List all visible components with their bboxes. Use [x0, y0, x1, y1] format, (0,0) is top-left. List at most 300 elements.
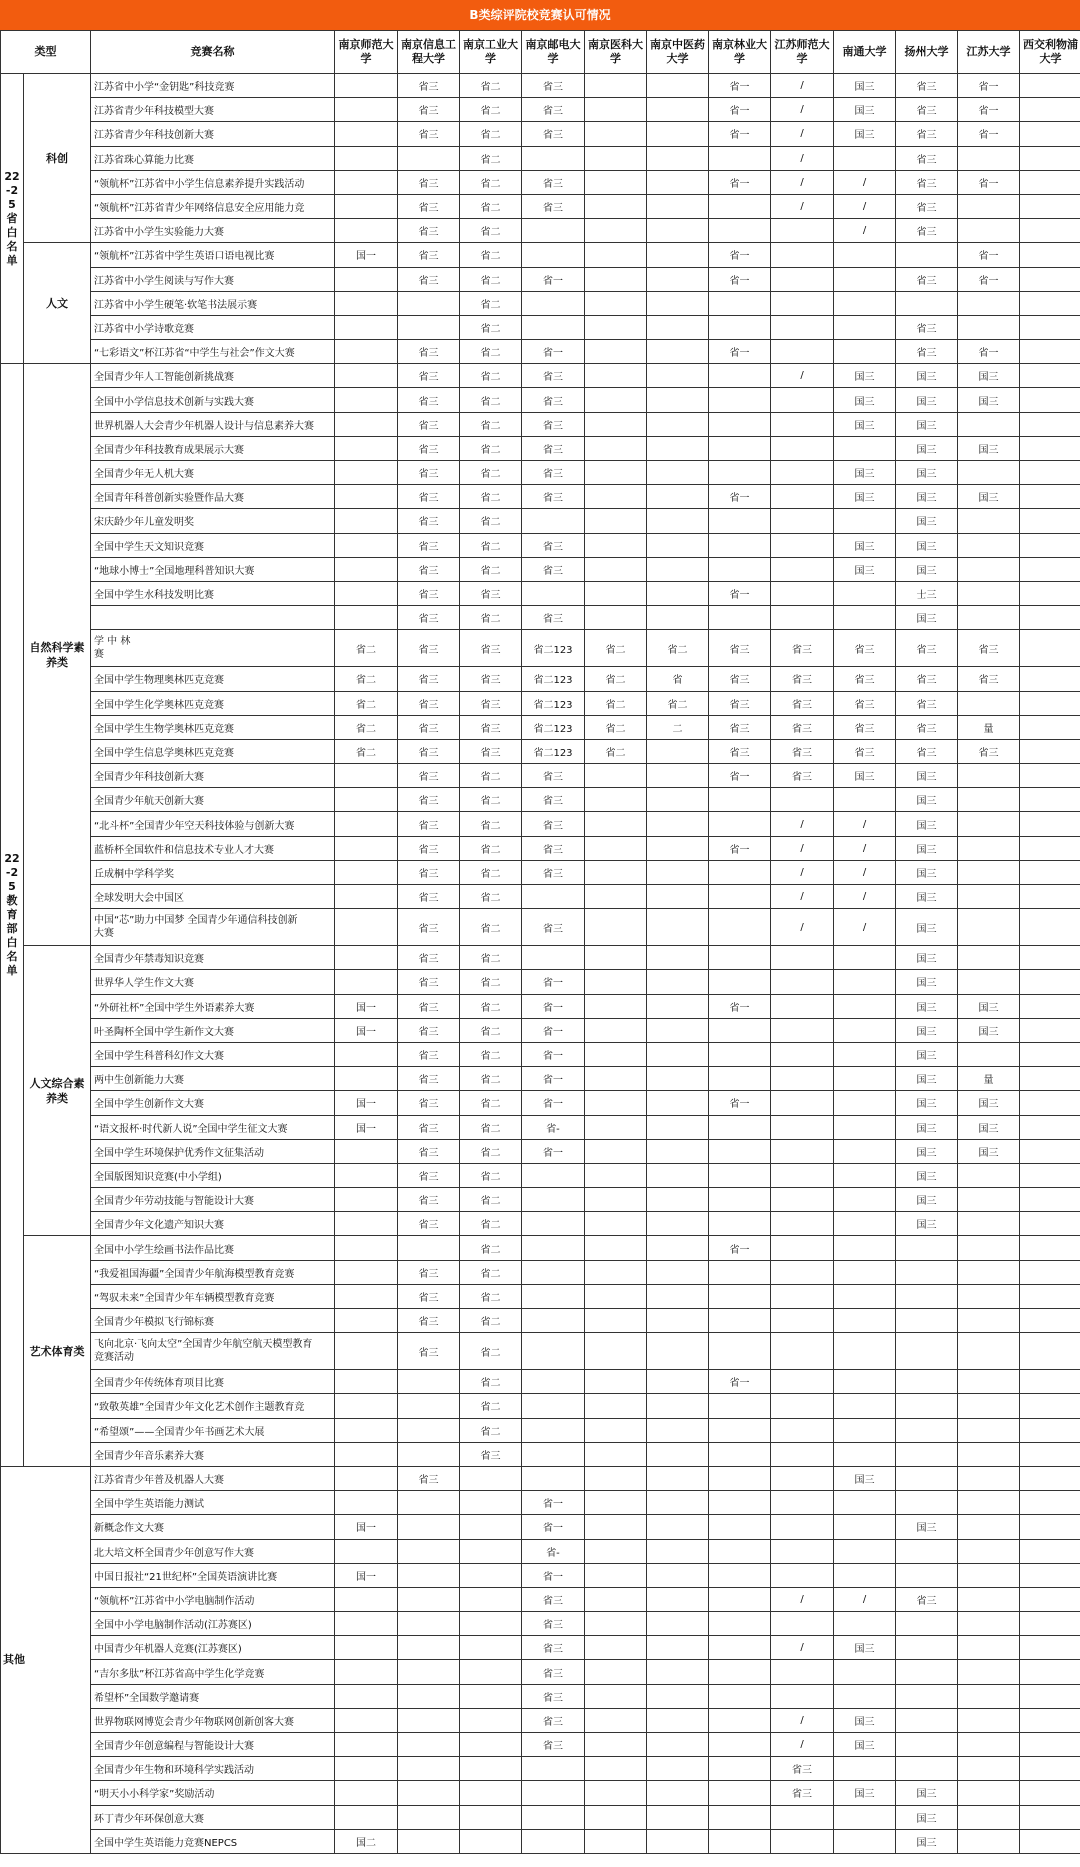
recognition-cell: [834, 606, 896, 630]
recognition-cell: [335, 1733, 398, 1757]
recognition-cell: [834, 1491, 896, 1515]
header-uni: 江苏师范大学: [771, 31, 834, 74]
recognition-cell: 省三: [522, 461, 585, 485]
recognition-cell: [1020, 812, 1080, 836]
recognition-cell: 省三: [398, 630, 460, 667]
recognition-cell: 省二: [460, 291, 522, 315]
table-row: [1, 1708, 1080, 1732]
recognition-cell: [647, 194, 709, 218]
recognition-cell: [958, 970, 1020, 994]
recognition-cell: [958, 836, 1020, 860]
recognition-cell: [771, 1563, 834, 1587]
recognition-cell: [709, 970, 771, 994]
recognition-cell: 省二: [460, 98, 522, 122]
table-row: [1, 1733, 1080, 1757]
recognition-cell: [958, 1733, 1020, 1757]
recognition-cell: [834, 1563, 896, 1587]
recognition-cell: [958, 1188, 1020, 1212]
recognition-cell: [896, 1236, 958, 1260]
recognition-cell: /: [771, 194, 834, 218]
competition-name: 两中生创新能力大赛: [91, 1067, 335, 1091]
recognition-cell: [771, 1188, 834, 1212]
recognition-cell: [709, 812, 771, 836]
table-row: [1, 1212, 1080, 1236]
recognition-cell: [585, 1587, 647, 1611]
recognition-cell: [522, 1309, 585, 1333]
recognition-cell: [709, 1587, 771, 1611]
recognition-cell: 省二: [460, 1091, 522, 1115]
recognition-cell: 省三: [398, 194, 460, 218]
recognition-cell: 省二: [460, 970, 522, 994]
recognition-cell: [335, 1587, 398, 1611]
table-row: [1, 1442, 1080, 1466]
recognition-cell: [709, 1757, 771, 1781]
table-row: [1, 970, 1080, 994]
recognition-cell: [647, 860, 709, 884]
competition-name: 全国青少年禁毒知识竞赛: [91, 946, 335, 970]
recognition-cell: [958, 1236, 1020, 1260]
recognition-cell: 省二: [460, 364, 522, 388]
table-row: [1, 74, 1080, 98]
competition-name: “外研社杯”全国中学生外语素养大赛: [91, 994, 335, 1018]
recognition-cell: [896, 1309, 958, 1333]
recognition-cell: [335, 885, 398, 909]
recognition-cell: [335, 1394, 398, 1418]
recognition-cell: 省三: [460, 581, 522, 605]
recognition-cell: [958, 1829, 1020, 1853]
recognition-cell: [709, 1188, 771, 1212]
recognition-cell: [522, 509, 585, 533]
recognition-cell: [398, 1708, 460, 1732]
recognition-cell: [522, 1757, 585, 1781]
recognition-cell: 省三: [771, 691, 834, 715]
table-row: [1, 1139, 1080, 1163]
recognition-cell: [709, 412, 771, 436]
recognition-cell: [585, 1612, 647, 1636]
recognition-cell: [958, 606, 1020, 630]
recognition-cell: 省三: [896, 146, 958, 170]
header-uni: 扬州大学: [896, 31, 958, 74]
recognition-cell: 省一: [522, 1491, 585, 1515]
recognition-cell: [398, 315, 460, 339]
recognition-cell: [522, 219, 585, 243]
competition-name: 全国青少年劳动技能与智能设计大赛: [91, 1188, 335, 1212]
recognition-cell: 省三: [398, 461, 460, 485]
recognition-cell: [585, 412, 647, 436]
recognition-cell: [585, 1236, 647, 1260]
table-row: [1, 1260, 1080, 1284]
recognition-cell: [522, 581, 585, 605]
recognition-cell: [771, 1491, 834, 1515]
recognition-cell: [958, 291, 1020, 315]
recognition-cell: [1020, 1466, 1080, 1490]
recognition-cell: [647, 146, 709, 170]
recognition-cell: 国一: [335, 243, 398, 267]
recognition-cell: 省二: [460, 533, 522, 557]
recognition-cell: 省二: [585, 739, 647, 763]
recognition-cell: [834, 146, 896, 170]
recognition-cell: [335, 788, 398, 812]
recognition-cell: [834, 1394, 896, 1418]
recognition-cell: [647, 1829, 709, 1853]
recognition-cell: [771, 1139, 834, 1163]
recognition-cell: [522, 885, 585, 909]
recognition-cell: [1020, 533, 1080, 557]
recognition-cell: [398, 1684, 460, 1708]
competition-name: 北大培文杯全国青少年创意写作大赛: [91, 1539, 335, 1563]
recognition-cell: 省二: [460, 74, 522, 98]
recognition-cell: 省二: [460, 1284, 522, 1308]
recognition-cell: 国三: [958, 388, 1020, 412]
recognition-cell: [958, 1309, 1020, 1333]
recognition-cell: [585, 1442, 647, 1466]
recognition-cell: 省一: [709, 74, 771, 98]
recognition-cell: [958, 1539, 1020, 1563]
recognition-cell: [647, 1236, 709, 1260]
table-row: [1, 1612, 1080, 1636]
recognition-cell: [647, 267, 709, 291]
recognition-cell: 省二: [585, 691, 647, 715]
table-row: [1, 170, 1080, 194]
recognition-cell: 国三: [896, 1042, 958, 1066]
recognition-cell: 省三: [771, 739, 834, 763]
table-row: [1, 812, 1080, 836]
recognition-cell: [1020, 388, 1080, 412]
recognition-cell: [398, 1394, 460, 1418]
recognition-cell: [1020, 1829, 1080, 1853]
recognition-cell: 省三: [709, 691, 771, 715]
recognition-cell: [1020, 1018, 1080, 1042]
recognition-cell: [460, 1612, 522, 1636]
recognition-cell: 省三: [398, 557, 460, 581]
recognition-cell: 省三: [398, 122, 460, 146]
recognition-cell: [522, 1829, 585, 1853]
recognition-cell: 省一: [522, 970, 585, 994]
recognition-cell: 省一: [709, 267, 771, 291]
table-row: [1, 885, 1080, 909]
recognition-cell: 国一: [335, 994, 398, 1018]
recognition-cell: [709, 1636, 771, 1660]
recognition-cell: [771, 1212, 834, 1236]
recognition-cell: 国三: [896, 1188, 958, 1212]
recognition-cell: [647, 98, 709, 122]
recognition-cell: [771, 1042, 834, 1066]
recognition-cell: [1020, 315, 1080, 339]
recognition-cell: 国三: [834, 1733, 896, 1757]
recognition-cell: /: [834, 909, 896, 946]
recognition-cell: [585, 1370, 647, 1394]
recognition-cell: [398, 1829, 460, 1853]
recognition-cell: [958, 1660, 1020, 1684]
recognition-cell: [958, 1042, 1020, 1066]
table-row: [1, 1757, 1080, 1781]
competition-name: 丘成桐中学科学奖: [91, 860, 335, 884]
recognition-cell: 省三: [398, 1139, 460, 1163]
recognition-cell: [398, 1781, 460, 1805]
recognition-cell: [1020, 1394, 1080, 1418]
recognition-cell: 省三: [398, 1163, 460, 1187]
recognition-cell: [834, 243, 896, 267]
competition-name: 世界机器人大会青少年机器人设计与信息素养大赛: [91, 412, 335, 436]
recognition-cell: [709, 1805, 771, 1829]
recognition-cell: 省三: [771, 715, 834, 739]
header-uni: 南京医科大学: [585, 31, 647, 74]
recognition-cell: 国三: [834, 74, 896, 98]
recognition-cell: [1020, 1370, 1080, 1394]
recognition-cell: [709, 1067, 771, 1091]
table-row: [1, 667, 1080, 691]
recognition-cell: [647, 812, 709, 836]
recognition-cell: [398, 291, 460, 315]
recognition-cell: [896, 1660, 958, 1684]
recognition-cell: [585, 1829, 647, 1853]
recognition-cell: [709, 1018, 771, 1042]
recognition-cell: 国三: [896, 533, 958, 557]
recognition-cell: [335, 1260, 398, 1284]
recognition-cell: [709, 1684, 771, 1708]
recognition-cell: [834, 1188, 896, 1212]
recognition-cell: [771, 1163, 834, 1187]
competition-name: “吉尔多肽”杯江苏省高中学生化学竞赛: [91, 1660, 335, 1684]
recognition-cell: [335, 1442, 398, 1466]
recognition-cell: 省三: [709, 667, 771, 691]
recognition-cell: [647, 1491, 709, 1515]
recognition-cell: [335, 1684, 398, 1708]
competition-name: 全国版图知识竞赛(中小学组): [91, 1163, 335, 1187]
table-row: [1, 219, 1080, 243]
recognition-cell: [647, 1163, 709, 1187]
recognition-cell: 国三: [958, 364, 1020, 388]
recognition-cell: 省三: [958, 667, 1020, 691]
recognition-cell: [585, 146, 647, 170]
competition-name: 全球发明大会中国区: [91, 885, 335, 909]
recognition-cell: 省三: [896, 98, 958, 122]
recognition-cell: [647, 1139, 709, 1163]
recognition-cell: [1020, 170, 1080, 194]
recognition-cell: [335, 74, 398, 98]
recognition-cell: [335, 388, 398, 412]
recognition-cell: 省三: [896, 1587, 958, 1611]
competition-name: 中国日报社“21世纪杯”全国英语演讲比赛: [91, 1563, 335, 1587]
recognition-cell: [585, 812, 647, 836]
recognition-cell: 国二: [335, 1829, 398, 1853]
recognition-cell: [1020, 1333, 1080, 1370]
recognition-cell: [335, 836, 398, 860]
competition-name: 世界物联网博览会青少年物联网创新创客大赛: [91, 1708, 335, 1732]
table-row: [1, 412, 1080, 436]
recognition-cell: 省三: [398, 533, 460, 557]
competition-name: 中国青少年机器人竞赛(江苏赛区): [91, 1636, 335, 1660]
recognition-cell: [896, 1733, 958, 1757]
recognition-cell: 省二: [460, 1163, 522, 1187]
recognition-cell: [834, 1236, 896, 1260]
recognition-cell: [958, 1781, 1020, 1805]
recognition-cell: [896, 1684, 958, 1708]
recognition-cell: [585, 1309, 647, 1333]
recognition-cell: [585, 1733, 647, 1757]
recognition-cell: 省二123: [522, 691, 585, 715]
recognition-cell: 省二: [460, 412, 522, 436]
recognition-cell: [771, 388, 834, 412]
recognition-cell: 省二: [460, 1115, 522, 1139]
recognition-cell: 省三: [398, 364, 460, 388]
recognition-cell: [398, 1418, 460, 1442]
recognition-cell: [709, 1418, 771, 1442]
recognition-cell: [771, 1805, 834, 1829]
recognition-cell: [1020, 1805, 1080, 1829]
recognition-cell: 省三: [398, 98, 460, 122]
recognition-cell: 省一: [709, 170, 771, 194]
recognition-cell: 国三: [896, 1805, 958, 1829]
recognition-cell: [1020, 1587, 1080, 1611]
recognition-cell: [585, 1284, 647, 1308]
recognition-cell: 国三: [896, 812, 958, 836]
recognition-cell: [1020, 1236, 1080, 1260]
recognition-cell: 省二: [585, 715, 647, 739]
recognition-cell: [335, 98, 398, 122]
recognition-cell: 省一: [709, 994, 771, 1018]
competition-table: [0, 30, 1080, 1854]
table-row: [1, 1188, 1080, 1212]
recognition-cell: [335, 1163, 398, 1187]
recognition-cell: [1020, 1684, 1080, 1708]
table-row: [1, 691, 1080, 715]
recognition-cell: [585, 1660, 647, 1684]
recognition-cell: [522, 1260, 585, 1284]
table-row: [1, 146, 1080, 170]
recognition-cell: 省二: [460, 509, 522, 533]
recognition-cell: 省三: [522, 1612, 585, 1636]
recognition-cell: [460, 1539, 522, 1563]
recognition-cell: [647, 788, 709, 812]
recognition-cell: [896, 1563, 958, 1587]
recognition-cell: [585, 1018, 647, 1042]
recognition-cell: [585, 1067, 647, 1091]
recognition-cell: [522, 1370, 585, 1394]
recognition-cell: 省三: [398, 788, 460, 812]
recognition-cell: 省三: [709, 739, 771, 763]
recognition-cell: [647, 412, 709, 436]
recognition-cell: [958, 461, 1020, 485]
recognition-cell: /: [834, 170, 896, 194]
recognition-cell: 国三: [896, 1091, 958, 1115]
recognition-cell: 省二: [460, 1042, 522, 1066]
recognition-cell: 国三: [896, 1829, 958, 1853]
recognition-cell: [1020, 1163, 1080, 1187]
recognition-cell: [834, 1042, 896, 1066]
recognition-cell: 国三: [834, 1708, 896, 1732]
recognition-cell: [460, 1587, 522, 1611]
recognition-cell: [958, 509, 1020, 533]
recognition-cell: [647, 1587, 709, 1611]
recognition-cell: 省二: [460, 788, 522, 812]
recognition-cell: 国一: [335, 1018, 398, 1042]
recognition-cell: [709, 1829, 771, 1853]
recognition-cell: [585, 836, 647, 860]
recognition-cell: [647, 436, 709, 460]
recognition-cell: [647, 1515, 709, 1539]
recognition-cell: 省三: [834, 739, 896, 763]
recognition-cell: [647, 1042, 709, 1066]
recognition-cell: 省三: [771, 630, 834, 667]
recognition-cell: 省三: [398, 946, 460, 970]
table-row: [1, 715, 1080, 739]
recognition-cell: 省三: [398, 764, 460, 788]
competition-name: 江苏省青少年科技模型大赛: [91, 98, 335, 122]
recognition-cell: 国三: [958, 1139, 1020, 1163]
recognition-cell: 国三: [896, 436, 958, 460]
competition-name: 全国中小学生绘画书法作品比赛: [91, 1236, 335, 1260]
recognition-cell: [958, 533, 1020, 557]
recognition-cell: [1020, 764, 1080, 788]
recognition-cell: [647, 1091, 709, 1115]
recognition-cell: [585, 557, 647, 581]
recognition-cell: 省一: [709, 1236, 771, 1260]
recognition-cell: [709, 1612, 771, 1636]
recognition-cell: [771, 1418, 834, 1442]
competition-name: “希望颂”——全国青少年书画艺术大展: [91, 1418, 335, 1442]
competition-name: 全国中学生英语能力竞赛NEPCS: [91, 1829, 335, 1853]
recognition-cell: [647, 1418, 709, 1442]
recognition-cell: [958, 1418, 1020, 1442]
recognition-cell: [585, 581, 647, 605]
recognition-cell: [771, 946, 834, 970]
header-uni: 南京林业大学: [709, 31, 771, 74]
recognition-cell: 省二: [460, 557, 522, 581]
header-uni: 南京中医药大学: [647, 31, 709, 74]
table-row: [1, 1466, 1080, 1490]
recognition-cell: [958, 1394, 1020, 1418]
recognition-cell: [647, 1563, 709, 1587]
header-uni: 南京信息工程大学: [398, 31, 460, 74]
recognition-cell: [771, 1018, 834, 1042]
recognition-cell: 省二: [460, 219, 522, 243]
recognition-cell: 国一: [335, 1515, 398, 1539]
recognition-cell: [709, 1660, 771, 1684]
competition-name: 全国青少年音乐素养大赛: [91, 1442, 335, 1466]
recognition-cell: [398, 1733, 460, 1757]
recognition-cell: [958, 885, 1020, 909]
header-type: 类型: [1, 31, 91, 74]
recognition-cell: [834, 970, 896, 994]
recognition-cell: [771, 581, 834, 605]
table-row: [1, 1309, 1080, 1333]
recognition-cell: [958, 1466, 1020, 1490]
recognition-cell: [647, 315, 709, 339]
recognition-cell: 省一: [709, 836, 771, 860]
header-uni: 南京邮电大学: [522, 31, 585, 74]
table-row: [1, 1515, 1080, 1539]
recognition-cell: 国三: [958, 1018, 1020, 1042]
recognition-cell: 省三: [896, 739, 958, 763]
recognition-cell: [335, 581, 398, 605]
recognition-cell: [958, 1284, 1020, 1308]
recognition-cell: [709, 291, 771, 315]
recognition-cell: 省一: [522, 340, 585, 364]
recognition-cell: [771, 1284, 834, 1308]
recognition-cell: [585, 1212, 647, 1236]
recognition-cell: 省三: [522, 485, 585, 509]
recognition-cell: 国三: [958, 1115, 1020, 1139]
recognition-cell: [585, 946, 647, 970]
recognition-cell: [647, 970, 709, 994]
recognition-cell: 国三: [834, 764, 896, 788]
recognition-cell: [771, 485, 834, 509]
recognition-cell: 省三: [398, 170, 460, 194]
table-row: [1, 485, 1080, 509]
recognition-cell: 国三: [896, 557, 958, 581]
recognition-cell: [522, 1466, 585, 1490]
